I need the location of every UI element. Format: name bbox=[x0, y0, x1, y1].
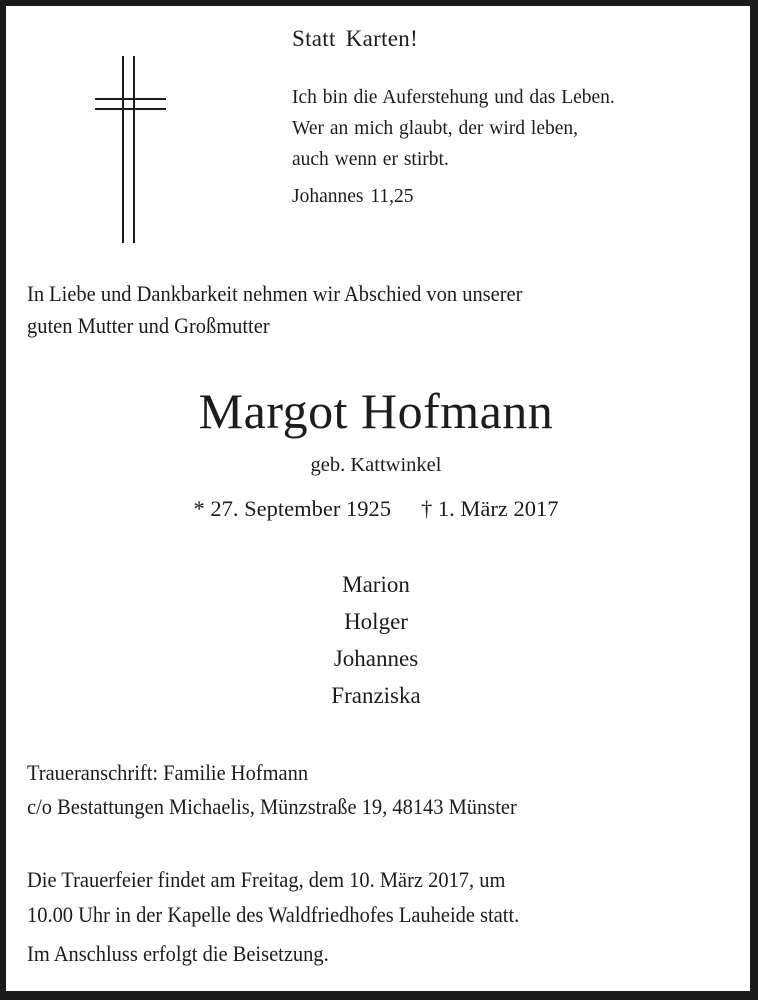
mourning-address bbox=[27, 756, 517, 824]
ceremony-line: 10.00 Uhr in der Kapelle des Waldfriedhofes Lauheide statt. bbox=[27, 902, 520, 927]
verse-line: Wer an mich glaubt, der wird leben, bbox=[292, 118, 578, 139]
mourner-name: Johannes bbox=[333, 646, 419, 671]
header-title: Statt Karten! bbox=[292, 26, 419, 51]
verse-line: Ich bin die Auferstehung und das Leben. bbox=[292, 87, 615, 108]
birth-name: geb. Kattwinkel bbox=[310, 454, 442, 476]
ceremony-line: Die Trauerfeier findet am Freitag, dem 10. März 2017, um bbox=[27, 867, 506, 892]
deceased-name: Margot Hofmann bbox=[198, 383, 554, 439]
intro-line: guten Mutter und Großmutter bbox=[27, 313, 270, 338]
double-line-cross-icon bbox=[92, 54, 172, 246]
life-dates bbox=[0, 496, 752, 522]
ceremony-info bbox=[27, 862, 519, 932]
mourner-name: Holger bbox=[344, 609, 408, 634]
mourner-name: Franziska bbox=[331, 683, 421, 708]
mourner-name: Marion bbox=[342, 572, 410, 597]
verse-reference: Johannes 11,25 bbox=[292, 186, 414, 207]
intro-line: In Liebe und Dankbarkeit nehmen wir Abschied von unserer bbox=[27, 281, 523, 306]
burial-note: Im Anschluss erfolgt die Beisetzung. bbox=[27, 941, 329, 966]
death-date: † 1. März 2017 bbox=[420, 496, 559, 521]
bible-verse bbox=[292, 82, 615, 175]
mourners-list bbox=[0, 566, 752, 714]
verse-line: auch wenn er stirbt. bbox=[292, 149, 449, 170]
address-line: c/o Bestattungen Michaelis, Münzstraße 19, 48143 Münster bbox=[27, 794, 517, 819]
birth-date: * 27. September 1925 bbox=[193, 496, 391, 521]
intro-text bbox=[27, 278, 522, 342]
address-line: Traueranschrift: Familie Hofmann bbox=[27, 760, 309, 785]
